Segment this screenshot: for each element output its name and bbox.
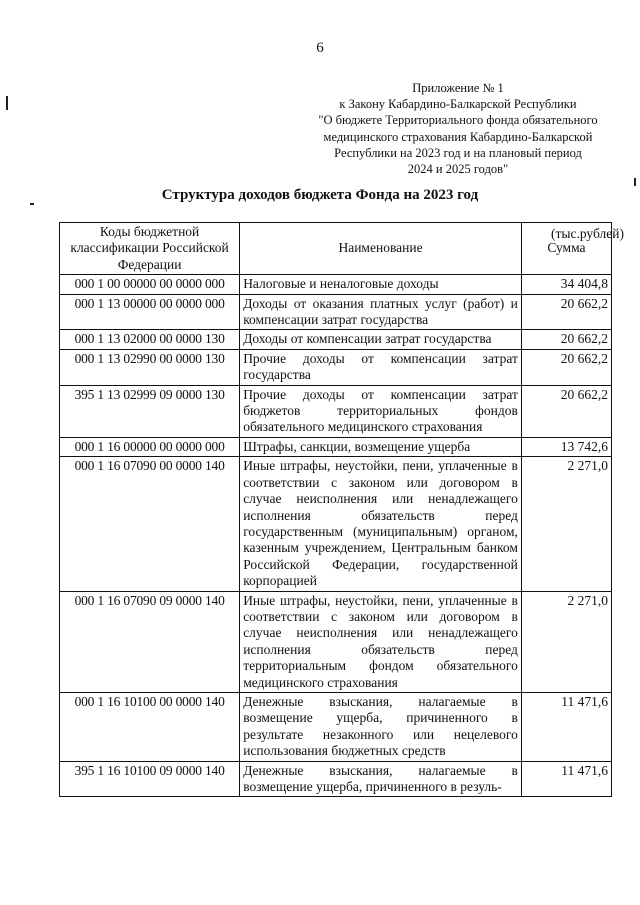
document-title: Структура доходов бюджета Фонда на 2023 год [161,187,479,203]
code-cell: 000 1 13 00000 00 0000 000 [60,294,240,330]
sum-cell: 20 662,2 [521,349,611,385]
revenue-table [59,222,612,797]
table-row [60,349,612,385]
code-cell: 000 1 13 02000 00 0000 130 [60,330,240,349]
table-row [60,761,612,797]
name-cell: Прочие доходы от компенсации затрат бюджетов территориальных фондов обязательного медицинского страхования [240,385,522,437]
name-cell: Иные штрафы, неустойки, пени, уплаченные в соответствии с законом или договором в случае неисполнения или ненадлежащего исполнения обязательств перед государственным (муниципальным) органом, казенным учреждением, Центральным банком Российской Федерации, государственной корпорацией [240,457,522,591]
name-cell: Штрафы, санкции, возмещение ущерба [240,437,522,456]
margin-mark [30,203,34,205]
sum-cell: 34 404,8 [521,275,611,294]
header-code: Коды бюджетной классификации Российской Федерации [60,223,240,275]
table-row [60,437,612,456]
table-row [60,457,612,591]
name-cell: Денежные взыскания, налагаемые в возмещение ущерба, причиненного в результате незаконного или нецелевого использования бюджетных средств [240,692,522,761]
table-row [60,330,612,349]
code-cell: 000 1 13 02990 00 0000 130 [60,349,240,385]
code-cell: 000 1 00 00000 00 0000 000 [60,275,240,294]
table-row [60,692,612,761]
sum-cell: 11 471,6 [521,692,611,761]
page-number: 6 [316,40,324,56]
table-header-row [60,223,612,275]
code-cell: 000 1 16 00000 00 0000 000 [60,437,240,456]
header-sum: Сумма [521,223,611,275]
sum-cell: 20 662,2 [521,294,611,330]
appendix-line: медицинского страхования Кабардино-Балкарской [323,129,593,144]
appendix-header [288,80,628,177]
code-cell: 000 1 16 10100 00 0000 140 [60,692,240,761]
code-cell: 000 1 16 07090 09 0000 140 [60,591,240,692]
table-row [60,294,612,330]
name-cell: Доходы от компенсации затрат государства [240,330,522,349]
sum-cell: 11 471,6 [521,761,611,797]
sum-cell: 20 662,2 [521,330,611,349]
margin-mark [634,178,636,186]
table-body [60,275,612,797]
name-cell: Налоговые и неналоговые доходы [240,275,522,294]
sum-cell: 20 662,2 [521,385,611,437]
code-cell: 395 1 13 02999 09 0000 130 [60,385,240,437]
name-cell: Прочие доходы от компенсации затрат государства [240,349,522,385]
margin-mark [6,96,8,110]
name-cell: Иные штрафы, неустойки, пени, уплаченные в соответствии с законом или договором в случае неисполнения или ненадлежащего исполнения обязательств перед территориальным фондом обязательного медицинского страхования [240,591,522,692]
appendix-line: Приложение № 1 [412,81,504,95]
table-row [60,275,612,294]
units-label: (тыс.рублей) [551,226,624,241]
sum-cell: 2 271,0 [521,591,611,692]
table-row [60,385,612,437]
appendix-line: Республики на 2023 год и на плановый период [334,145,582,160]
code-cell: 395 1 16 10100 09 0000 140 [60,761,240,797]
sum-cell: 2 271,0 [521,457,611,591]
appendix-line: "О бюджете Территориального фонда обязательного [318,113,598,128]
name-cell: Денежные взыскания, налагаемые в возмещение ущерба, причиненного в резуль- [240,761,522,797]
name-cell: Доходы от оказания платных услуг (работ) и компенсации затрат государства [240,294,522,330]
sum-cell: 13 742,6 [521,437,611,456]
appendix-line: к Закону Кабардино-Балкарской Республики [339,97,577,112]
code-cell: 000 1 16 07090 00 0000 140 [60,457,240,591]
header-name: Наименование [240,223,522,275]
appendix-line: 2024 и 2025 годов" [407,162,509,177]
table-row [60,591,612,692]
